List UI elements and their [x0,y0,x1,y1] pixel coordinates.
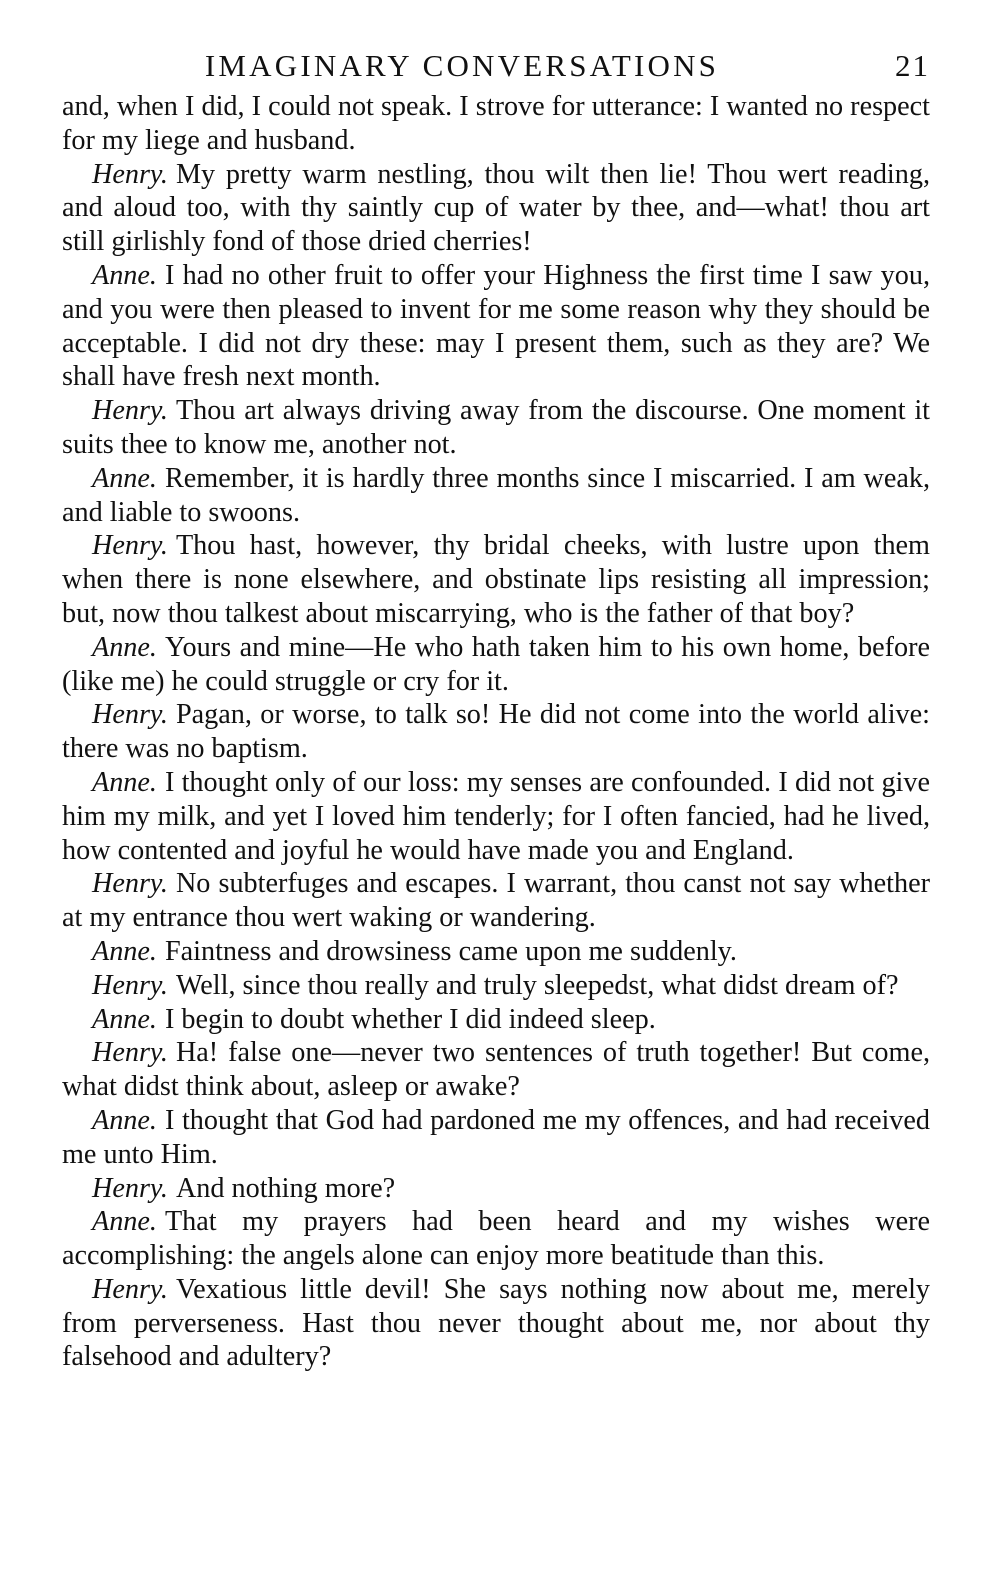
dialogue-paragraph [62,1036,930,1104]
dialogue-paragraph [62,158,930,259]
speaker-name: Henry. [92,158,168,190]
speaker-name: Henry. [92,1172,168,1204]
speaker-name: Anne. [92,766,157,798]
paragraph-text: Yours and mine—He who hath taken him to his own home, before (like me) he could struggle or cry for it. [62,631,930,697]
speaker-name: Henry. [92,1037,168,1069]
page-number: 21 [895,48,930,83]
speaker-name: Anne. [92,1206,157,1238]
speaker-name: Henry. [92,1273,168,1305]
speaker-name: Henry. [92,969,168,1001]
speaker-name: Anne. [92,462,157,494]
paragraph-text: Ha! false one—never two sentences of truth together! But come, what didst think about, asleep or awake? [62,1037,930,1103]
paragraph-text: I thought that God had pardoned me my offences, and had received me unto Him. [62,1104,930,1170]
paragraph-text: I begin to doubt whether I did indeed sleep. [164,1003,656,1035]
dialogue-paragraph [62,462,930,530]
dialogue-paragraph [62,698,930,766]
dialogue-paragraph [62,1273,930,1374]
speaker-name: Henry. [92,699,168,731]
dialogue-paragraph [62,935,930,969]
speaker-name: Anne. [92,259,157,291]
paragraph-text: I thought only of our loss: my senses are confounded. I did not give him my milk, and yet I loved him tenderly; for I often fancied, had he lived, how contented and joyful he would have made you and England. [62,766,930,866]
running-title: IMAGINARY CONVERSATIONS [204,48,720,83]
speaker-name: Anne. [92,1104,157,1136]
paragraph-text: and, when I did, I could not speak. I strove for utterance: I wanted no respect for my liege and husband. [62,91,930,156]
book-page [62,46,930,1374]
paragraph-text: Vexatious little devil! She says nothing now about me, merely from perverseness. Hast thou never thought about me, nor about thy falsehood and adultery? [62,1273,930,1373]
speaker-name: Anne. [92,935,157,967]
dialogue-paragraph [62,631,930,699]
dialogue-paragraph [62,1104,930,1172]
paragraph-text: Pagan, or worse, to talk so! He did not come into the world alive: there was no baptism. [62,699,930,765]
paragraph-text: Remember, it is hardly three months since I miscarried. I am weak, and liable to swoons. [62,462,930,528]
speaker-name: Anne. [92,631,157,663]
paragraph-text: Faintness and drowsiness came upon me suddenly. [164,935,737,967]
paragraph-text: My pretty warm nestling, thou wilt then lie! Thou wert reading, and aloud too, with thy saintly cup of water by thee, and—what! thou art still girlishly fond of those dried cherries! [62,158,930,258]
dialogue-paragraph [62,259,930,394]
dialogue-paragraph [62,529,930,630]
dialogue-paragraph [62,867,930,935]
speaker-name: Henry. [92,395,168,427]
speaker-name: Anne. [92,1003,157,1035]
dialogue-paragraph [62,766,930,867]
paragraph-text: Thou art always driving away from the discourse. One moment it suits thee to know me, another not. [62,395,930,460]
paragraph-text: No subterfuges and escapes. I warrant, thou canst not say whether at my entrance thou wert waking or wandering. [62,868,930,934]
paragraph-text: That my prayers had been heard and my wishes were accomplishing: the angels alone can enjoy more beatitude than this. [62,1206,930,1272]
paragraph-continuation [62,90,930,158]
running-head [62,46,930,90]
dialogue-paragraph [62,1172,930,1206]
paragraph-text: I had no other fruit to offer your Highness the first time I saw you, and you were then pleased to invent for me some reason why they should be acceptable. I did not dry these: may I present them, such as they are? We shall have fresh next month. [62,259,930,393]
dialogue-text [62,90,930,1374]
paragraph-text: Thou hast, however, thy bridal cheeks, with lustre upon them when there is none elsewhere, and obstinate lips resisting all impression; but, now thou talkest about miscarrying, who is the father of that boy? [62,530,930,629]
dialogue-paragraph [62,1003,930,1037]
paragraph-text: And nothing more? [175,1172,396,1204]
paragraph-text: Well, since thou really and truly sleepedst, what didst dream of? [175,969,899,1001]
dialogue-paragraph [62,1205,930,1273]
speaker-name: Henry. [92,530,168,562]
speaker-name: Henry. [92,868,168,900]
dialogue-paragraph [62,969,930,1003]
dialogue-paragraph [62,394,930,462]
